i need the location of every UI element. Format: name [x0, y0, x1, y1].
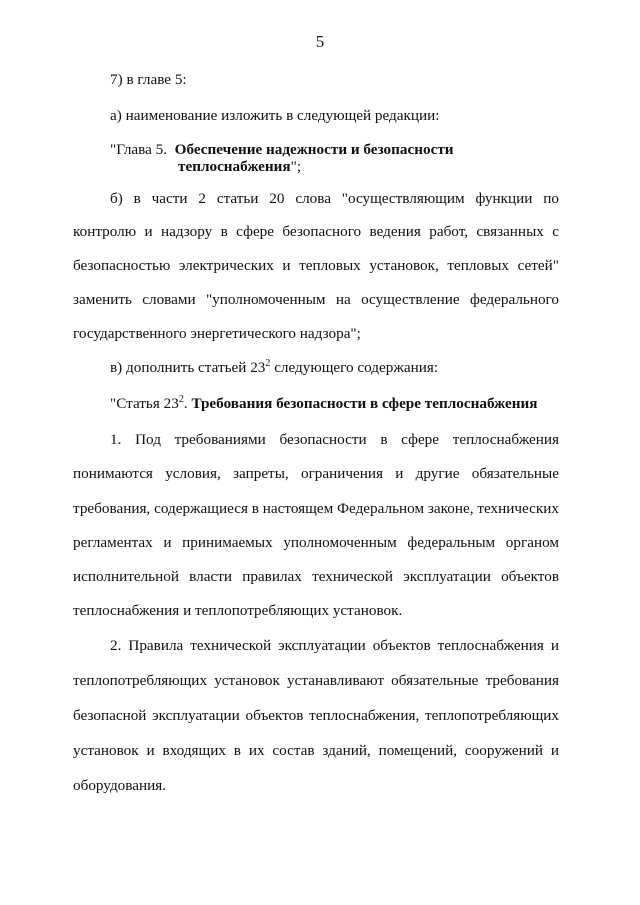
para2-line-4: установок и входящих в их состав зданий, помещений, сооружений и — [73, 742, 559, 759]
item-a: а) наименование изложить в следующей редакции: — [110, 107, 440, 124]
para2-line-5: оборудования. — [73, 777, 167, 794]
chapter-end: "; — [290, 158, 302, 175]
chapter-title-part-1: Обеспечение надежности и безопасности — [174, 141, 454, 158]
page-number: 5 — [315, 32, 325, 51]
item-v-before: в) дополнить статьей 23 — [110, 359, 266, 376]
article-dot: . — [183, 395, 192, 412]
item-7: 7) в главе 5: — [110, 71, 187, 88]
para1-line-3: требования, содержащиеся в настоящем Федеральном законе, технических — [73, 500, 559, 517]
para2-line-2: теплопотребляющих установок устанавливают обязательные требования — [73, 672, 559, 689]
article-superscript: 2 — [178, 394, 184, 405]
para1-line-6: теплоснабжения и теплопотребляющих установок. — [73, 602, 403, 619]
item-v — [110, 358, 559, 378]
para1-line-1: 1. Под требованиями безопасности в сфере теплоснабжения — [110, 431, 559, 448]
article-title: Требования безопасности в сфере теплоснабжения — [191, 395, 538, 412]
para2-line-3: безопасной эксплуатации объектов теплоснабжения, теплопотребляющих — [73, 707, 559, 724]
para1-line-4: регламентах и принимаемых уполномоченным федеральным органом — [73, 534, 559, 551]
item-b-line-3: безопасностью электрических и тепловых установок, тепловых сетей" — [73, 257, 559, 274]
article-prefix: "Статья 23 — [110, 395, 179, 412]
article-heading — [110, 394, 559, 414]
para1-line-5: исполнительной власти правилах технической эксплуатации объектов — [73, 568, 559, 585]
item-b-line-5: государственного энергетического надзора"; — [73, 325, 361, 342]
item-b-line-2: контролю и надзору в сфере безопасного ведения работ, связанных с — [73, 223, 559, 240]
para1-line-2: понимаются условия, запреты, ограничения и другие обязательные — [73, 465, 559, 482]
chapter-heading-line-2 — [178, 157, 640, 177]
item-v-superscript: 2 — [265, 358, 271, 369]
item-v-after: следующего содержания: — [270, 359, 439, 376]
item-b-line-1: б) в части 2 статьи 20 слова "осуществляющим функции по — [110, 190, 559, 207]
chapter-title-part-2: теплоснабжения — [178, 158, 291, 175]
para2-line-1: 2. Правила технической эксплуатации объектов теплоснабжения и — [110, 637, 559, 654]
chapter-prefix: "Глава 5. — [110, 141, 168, 158]
item-b-line-4: заменить словами "уполномоченным на осуществление федерального — [73, 291, 559, 308]
